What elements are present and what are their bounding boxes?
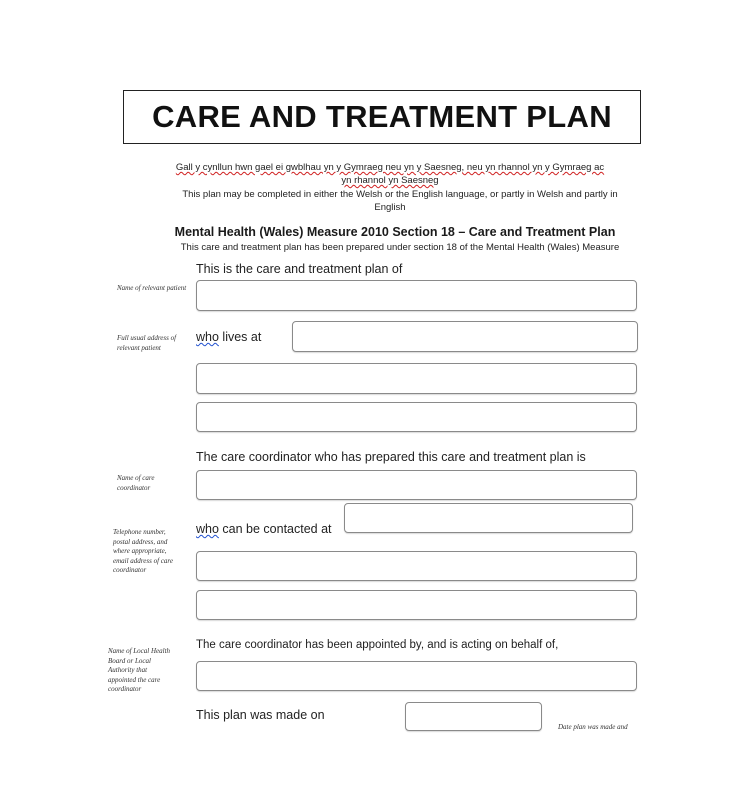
welsh-line-2: yn rhannol yn Saesneg	[341, 175, 439, 186]
welsh-language-note-2	[150, 174, 630, 187]
coordinator-name-label: Name of care coordinator	[117, 474, 155, 492]
coordinator-contact-field-2[interactable]	[196, 551, 637, 581]
english-line-2: English	[374, 202, 406, 213]
appointing-body-field[interactable]	[196, 661, 637, 691]
contact-at-rest: can be contacted at	[218, 522, 332, 536]
contact-at-who: who	[196, 522, 219, 536]
coordinator-name-field[interactable]	[196, 470, 637, 500]
patient-address-label: Full usual address of relevant patient	[117, 334, 177, 352]
patient-intro: This is the care and treatment plan of	[196, 262, 403, 276]
coordinator-contact-field-1[interactable]	[344, 503, 633, 533]
section-subheading: This care and treatment plan has been prepared under section 18 of the Mental Health (Wales) Measure	[180, 242, 620, 253]
lives-at-label	[196, 330, 261, 344]
english-line-1: This plan may be completed in either the Welsh or the English language, or partly in Welsh and partly in	[182, 189, 618, 200]
appointment-label: Name of Local Health Board or Local Authority that appointed the care coordinator	[108, 647, 171, 693]
coordinator-contact-label: Telephone number, postal address, and where appropriate, email address of care coordinator	[113, 528, 173, 574]
section-heading: Mental Health (Wales) Measure 2010 Section 18 – Care and Treatment Plan	[174, 225, 616, 239]
patient-name-field[interactable]	[196, 280, 637, 311]
contact-at-label	[196, 522, 332, 536]
appointment-intro: The care coordinator has been appointed by, and is acting on behalf of,	[196, 639, 559, 651]
patient-name-label: Name of relevant patient	[117, 284, 187, 292]
date-intro: This plan was made on	[196, 708, 325, 722]
plan-date-field[interactable]	[405, 702, 542, 731]
welsh-language-note	[150, 161, 630, 174]
lives-at-rest: lives at	[218, 330, 262, 344]
lives-at-who: who	[196, 330, 219, 344]
patient-address-field-3[interactable]	[196, 402, 637, 432]
title-box	[123, 90, 641, 144]
coordinator-intro: The care coordinator who has prepared this care and treatment plan is	[196, 450, 586, 464]
patient-address-field-1[interactable]	[292, 321, 638, 352]
date-label: Date plan was made and	[558, 723, 628, 731]
patient-address-field-2[interactable]	[196, 363, 637, 394]
page-title: CARE AND TREATMENT PLAN	[152, 99, 612, 134]
coordinator-contact-field-3[interactable]	[196, 590, 637, 620]
welsh-line-1: Gall y cynllun hwn gael ei gwblhau yn y Gymraeg neu yn y Saesneg, neu yn rhannol yn y Gymraeg ac	[175, 162, 605, 173]
